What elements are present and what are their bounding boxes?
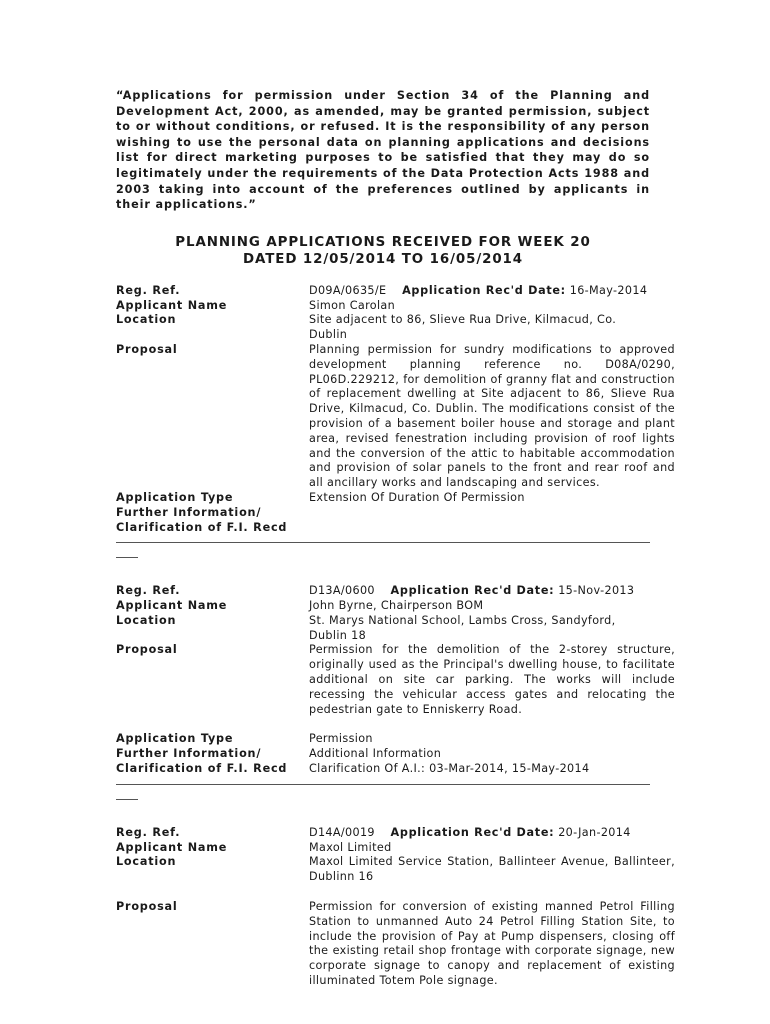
separator-line [116,542,650,543]
reg-ref-row [116,584,650,599]
application-type-value: Extension Of Duration Of Permission [309,490,525,504]
applicant-name-value: John Byrne, Chairperson BOM [309,599,484,613]
reg-ref-value [309,826,650,841]
reg-ref-row [116,284,650,299]
further-info-row [116,506,650,521]
location-value: Maxol Limited Service Station, Ballinteer Avenue, Ballinteer, Dublinn 16 [309,855,675,884]
recd-date-value: 20-Jan-2014 [558,825,631,839]
further-info-row [116,747,650,762]
proposal-value: Permission for conversion of existing manned Petrol Filling Station to unmanned Auto 24 Petrol Filling Station Site, to include the provision of Pay at Pump dispensers, closing off the existing retail shop frontage with corporate signage, new corporate signage to canopy and replacement of existing illuminated Totem Pole signage. [309,900,675,988]
reg-ref-label: Reg. Ref. [116,584,181,598]
heading-line-2: DATED 12/05/2014 TO 16/05/2014 [243,251,523,267]
application-record [116,584,675,800]
clarification-value: Clarification Of A.I.: 03-Mar-2014, 15-May-2014 [309,762,590,776]
clarification-row [116,762,650,777]
proposal-row [116,900,675,989]
location-row [116,614,650,644]
proposal-label: Proposal [116,900,178,914]
proposal-value: Planning permission for sundry modifications to approved development planning reference no. D08A/0290, PL06D.229212, for demolition of granny flat and construction of replacement dwelling at Site adjacent to 86, Slieve Rua Drive, Kilmacud, Co. Dublin. The modifications consist of the provision of a basement boiler house and storage and plant area, revised fenestration including provision of roof lights and the conversion of the attic to habitable accommodation and provision of solar panels to the front and rear roof and all ancillary works and landscaping and services. [309,342,675,490]
page-heading [116,234,650,268]
proposal-label: Proposal [116,643,178,657]
application-type-label: Application Type [116,732,234,746]
location-label: Location [116,613,177,627]
location-row [116,855,675,885]
application-type-row [116,732,650,747]
clarification-row [116,521,650,536]
applicant-name-label: Applicant Name [116,840,228,854]
location-label: Location [116,855,177,869]
proposal-label: Proposal [116,342,178,356]
location-row [116,313,650,343]
reg-ref-label: Reg. Ref. [116,825,181,839]
applicant-name-row [116,599,650,614]
applicant-name-label: Applicant Name [116,599,228,613]
proposal-value: Permission for the demolition of the 2-storey structure, originally used as the Principal's dwelling house, to facilitate additional on site car parking. The works will include recessing the vehicular access gates and relocating the pedestrian gate to Enniskerry Road. [309,643,675,716]
recd-date-value: 15-Nov-2013 [558,584,635,598]
applications-list [116,283,675,989]
applicant-name-value: Maxol Limited [309,840,392,854]
further-info-label: Further Information/ [116,505,262,519]
location-label: Location [116,313,177,327]
application-type-value: Permission [309,732,373,746]
reg-ref-number: D14A/0019 [309,825,375,839]
recd-date-value: 16-May-2014 [569,283,648,297]
further-info-value: Additional Information [309,747,442,761]
record-separator [116,784,650,800]
proposal-row [116,342,675,491]
application-record [116,283,675,559]
heading-line-1: PLANNING APPLICATIONS RECEIVED FOR WEEK 20 [175,234,591,250]
proposal-row [116,643,675,717]
applicant-name-row [116,299,650,314]
record-separator [116,542,650,558]
location-value: St. Marys National School, Lambs Cross, Sandyford, Dublin 18 [309,613,616,642]
application-record [116,825,675,989]
applicant-name-value: Simon Carolan [309,298,396,312]
applicant-name-label: Applicant Name [116,298,228,312]
applicant-name-row [116,841,650,856]
application-type-label: Application Type [116,490,234,504]
clarification-label: Clarification of F.I. Recd [116,762,288,776]
further-info-label: Further Information/ [116,747,262,761]
recd-date-label: Application Rec'd Date: [390,584,555,598]
reg-ref-value [309,584,650,599]
reg-ref-label: Reg. Ref. [116,283,181,297]
recd-date-label: Application Rec'd Date: [390,825,555,839]
reg-ref-value [309,284,650,299]
application-type-row [116,491,650,506]
separator-line [116,784,650,785]
data-protection-notice: “Applications for permission under Section 34 of the Planning and Development Act, 2000, as amended, may be granted permission, subject to or without conditions, or refused. It is the responsibility of any person wishing to use the personal data on planning applications and decisions list for direct marketing purposes to be satisfied that they may do so legitimately under the requirements of the Data Protection Acts 1988 and 2003 taking into account of the preferences outlined by applicants in their applications.” [116,89,650,212]
reg-ref-number: D09A/0635/E [309,283,387,297]
clarification-label: Clarification of F.I. Recd [116,520,288,534]
reg-ref-row [116,826,650,841]
recd-date-label: Application Rec'd Date: [402,283,566,297]
document-page [116,88,675,989]
location-value: Site adjacent to 86, Slieve Rua Drive, Kilmacud, Co. Dublin [309,313,617,342]
reg-ref-number: D13A/0600 [309,584,375,598]
